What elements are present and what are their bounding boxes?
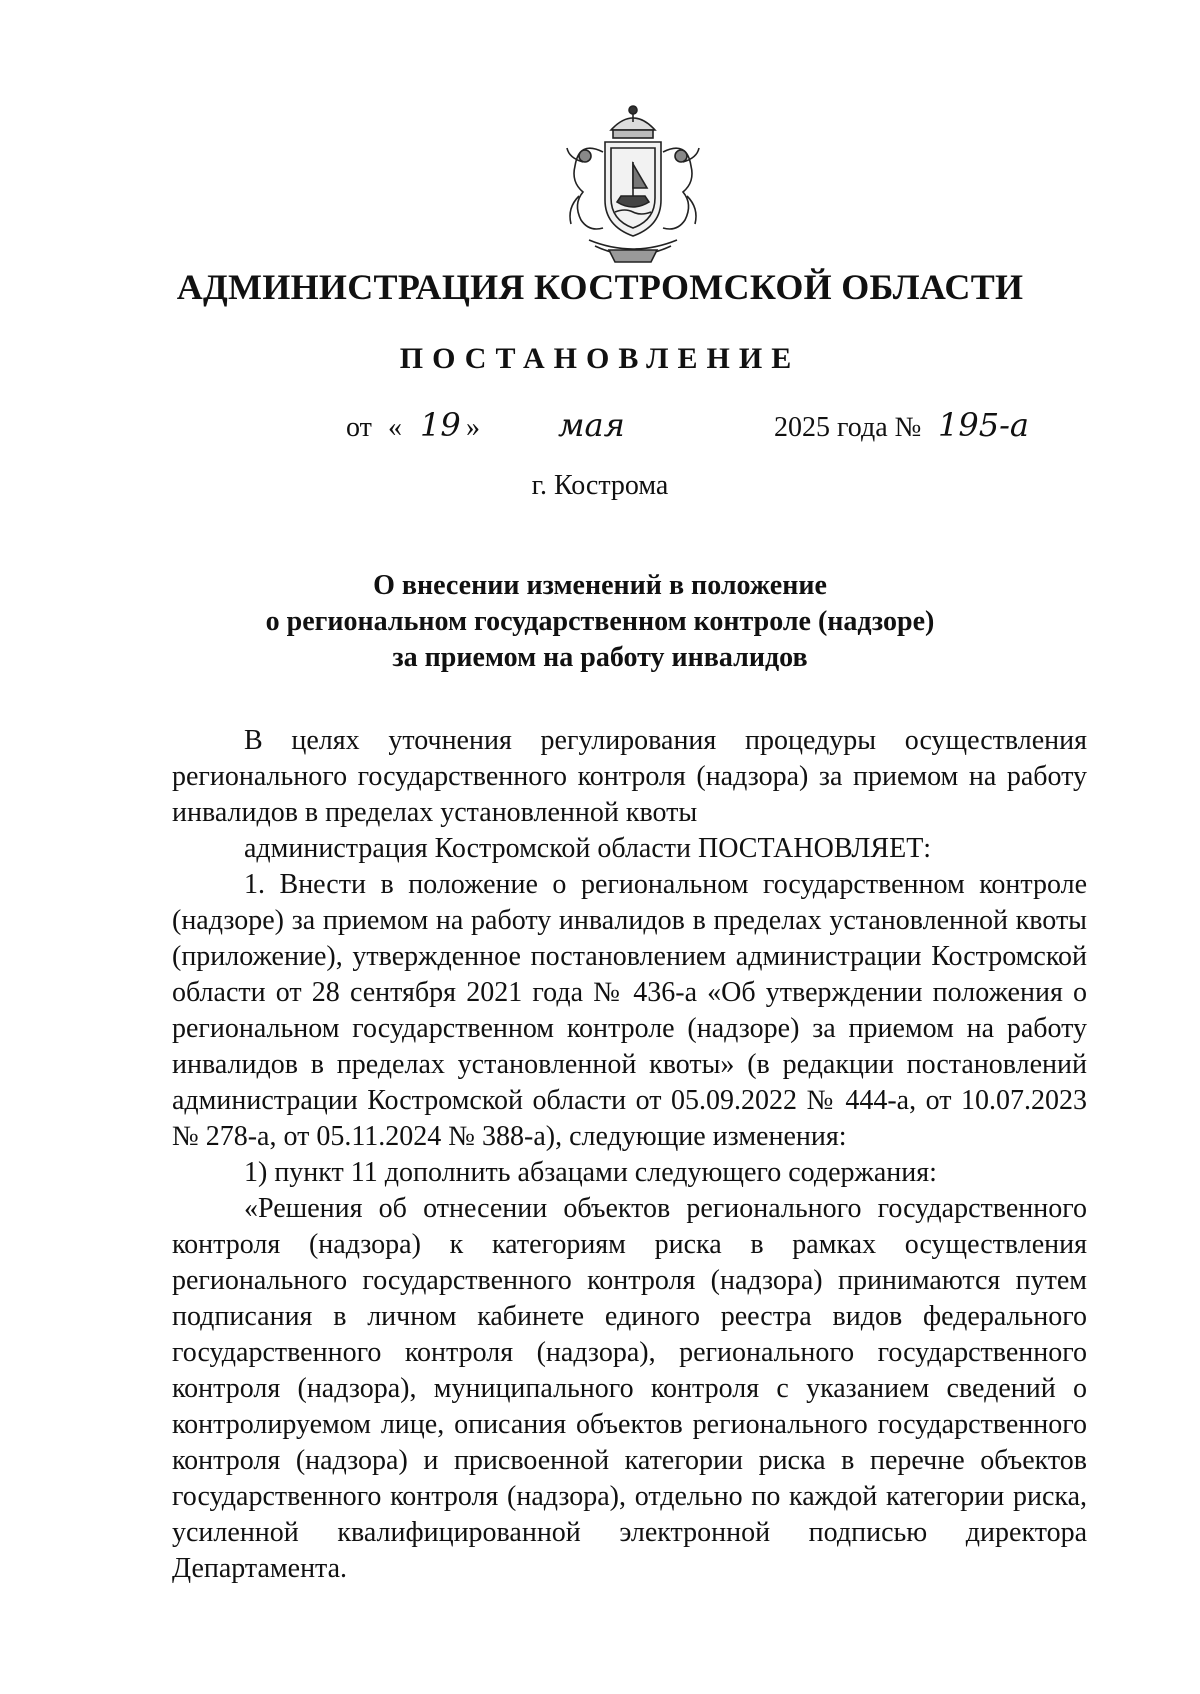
date-close-quote: »: [466, 412, 480, 443]
organization-title: АДМИНИСТРАЦИЯ КОСТРОМСКОЙ ОБЛАСТИ: [176, 267, 1024, 307]
date-line: [0, 406, 1200, 456]
kostroma-coat-of-arms-icon: [549, 100, 717, 268]
city: г. Кострома: [531, 470, 669, 501]
subject-line: О внесении изменений в положение: [373, 570, 827, 601]
body-paragraph: 1) пункт 11 дополнить абзацами следующего содержания:: [244, 1157, 937, 1188]
body-paragraph: администрация Костромской области ПОСТАНОВЛЯЕТ:: [244, 833, 932, 864]
document-number: 195-а: [938, 406, 1029, 444]
body-paragraph: В целях уточнения регулирования процедуры осуществления регионального государственного контроля (надзора) за приемом на работу инвалидов в пределах установленной квоты: [172, 725, 1087, 828]
date-year: 2025 года №: [774, 412, 922, 443]
document-type: ПОСТАНОВЛЕНИЕ: [399, 342, 801, 375]
subject-line: о региональном государственном контроле (надзоре): [265, 606, 935, 637]
body-paragraph: «Решения об отнесении объектов регионального государственного контроля (надзора) к категориям риска в рамках осуществления регионального государственного контроля (надзора) принимаются путем подписания в личном кабинете единого реестра видов федерального государственного контроля (надзора), регионального государственного контроля (надзора), муниципального контроля с указанием сведений о контролируемом лице, описания объектов регионального государственного контроля (надзора) и присвоенной категории риска в перечне объектов государственного контроля (надзора), отдельно по каждой категории риска, усиленной квалифицированной электронной подписью директора Департамента.: [172, 1193, 1087, 1584]
date-open-quote: «: [388, 412, 402, 443]
body-paragraph: 1. Внести в положение о региональном государственном контроле (надзоре) за приемом на работу инвалидов в пределах установленной квоты (приложение), утвержденное постановлением администрации Костромской области от 28 сентября 2021 года № 436-а «Об утверждении положения о региональном государственном контроле (надзоре) за приемом на работу инвалидов в пределах установленной квоты» (в редакции постановлений администрации Костромской области от 05.09.2022 № 444-а, от 10.07.2023 № 278-а, от 05.11.2024 № 388-а), следующие изменения:: [172, 869, 1087, 1152]
date-day: 19: [420, 406, 461, 444]
subject-line: за приемом на работу инвалидов: [392, 642, 808, 673]
date-month: мая: [558, 406, 625, 444]
date-prefix: от: [346, 412, 372, 443]
document-subject: [0, 568, 1200, 676]
document-body: [172, 723, 1087, 1587]
